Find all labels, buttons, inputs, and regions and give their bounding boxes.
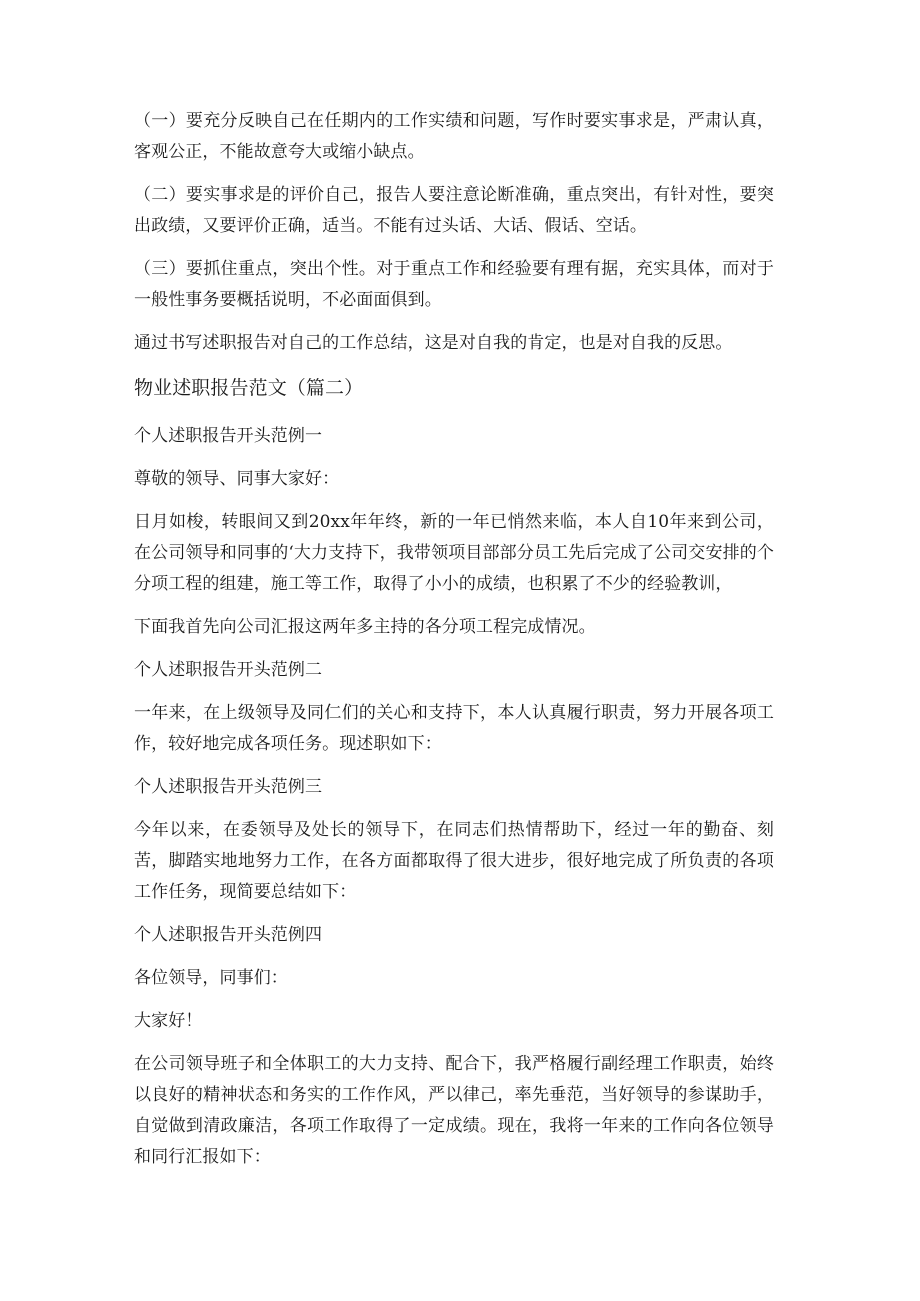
salutation-1: 尊敬的领导、同事大家好： — [134, 469, 340, 489]
example-body-1: 日月如梭，转眼间又到20xx年年终，新的一年已悄然来临，本人自10年来到公司，在公司领导和同事的‘大力支持下，我带领项目部部分员工先后完成了公司交安排的个分项工程的组建，施工等工作，取得了小小的成绩，也积累了不少的经验教训， — [134, 512, 774, 594]
example-title-4: 个人述职报告开头范例四 — [134, 925, 323, 945]
paragraph-guideline-3: （三）要抓住重点，突出个性。对于重点工作和经验要有理有据，充实具体，而对于一般性事务要概括说明，不必面面俱到。 — [134, 259, 774, 310]
example-title-2: 个人述职报告开头范例二 — [134, 660, 323, 680]
paragraph-summary: 通过书写述职报告对自己的工作总结，这是对自我的肯定，也是对自我的反思。 — [134, 333, 733, 353]
section-heading: 物业述职报告范文（篇二） — [134, 377, 364, 399]
salutation-4: 各位领导，同事们： — [134, 968, 288, 988]
example-body-2: 一年来，在上级领导及同仁们的关心和支持下，本人认真履行职责，努力开展各项工作，较好地完成各项任务。现述职如下： — [134, 703, 774, 754]
example-body-1-continued: 下面我首先向公司汇报这两年多主持的各分项工程完成情况。 — [134, 617, 596, 637]
document-body — [134, 106, 774, 1185]
example-body-3: 今年以来，在委领导及处长的领导下，在同志们热情帮助下，经过一年的勤奋、刻苦，脚踏实地地努力工作，在各方面都取得了很大进步，很好地完成了所负责的各项工作任务，现简要总结如下： — [134, 820, 774, 902]
paragraph-guideline-1: （一）要充分反映自己在任期内的工作实绩和问题，写作时要实事求是，严肃认真，客观公正，不能故意夸大或缩小缺点。 — [134, 111, 774, 162]
greeting-4: 大家好！ — [134, 1011, 203, 1031]
example-title-3: 个人述职报告开头范例三 — [134, 777, 323, 797]
paragraph-guideline-2: （二）要实事求是的评价自己，报告人要注意论断准确，重点突出，有针对性，要突出政绩，又要评价正确，适当。不能有过头话、大话、假话、空话。 — [134, 185, 774, 236]
example-title-1: 个人述职报告开头范例一 — [134, 426, 323, 446]
example-body-4: 在公司领导班子和全体职工的大力支持、配合下，我严格履行副经理工作职责，始终以良好的精神状态和务实的工作作风，严以律己，率先垂范，当好领导的参谋助手，自觉做到清政廉洁，各项工作取得了一定成绩。现在，我将一年来的工作向各位领导和同行汇报如下： — [134, 1054, 774, 1167]
